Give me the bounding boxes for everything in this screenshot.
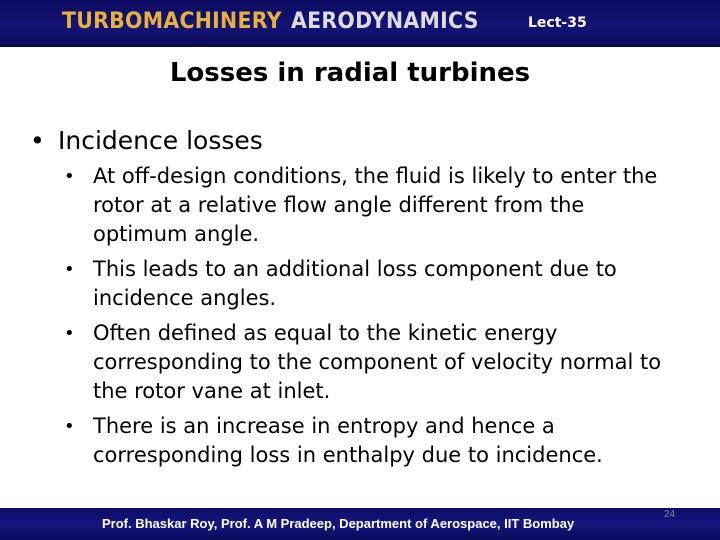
sub-bullet-item: [64, 255, 700, 313]
sub-bullet-marker: •: [64, 259, 75, 280]
footer-credits: Prof. Bhaskar Roy, Prof. A M Pradeep, Department of Aerospace, IIT Bombay: [102, 516, 575, 531]
lecture-number: Lect-35: [528, 15, 587, 31]
sub-bullet-marker: •: [64, 323, 75, 344]
sub-bullet-item: [64, 412, 700, 470]
course-brand: [62, 9, 479, 34]
bullet-item: [30, 124, 700, 158]
sub-bullet-list: [64, 162, 700, 470]
sub-bullet-text: This leads to an additional loss component due to incidence angles.: [93, 257, 617, 310]
brand-word-aerodynamics: AERODYNAMICS: [291, 9, 479, 34]
bullet-text: Incidence losses: [58, 126, 263, 155]
bullet-marker: •: [30, 126, 45, 155]
slide-title: Losses in radial turbines: [169, 58, 531, 88]
sub-bullet-marker: •: [64, 166, 75, 187]
sub-bullet-marker: •: [64, 416, 75, 437]
brand-word-turbomachinery: TURBOMACHINERY: [62, 9, 282, 34]
page-number: 24: [664, 509, 676, 520]
sub-bullet-item: [64, 162, 700, 249]
sub-bullet-text: There is an increase in entropy and hence a corresponding loss in enthalpy due to incidence.: [93, 414, 603, 467]
slide-content: [30, 124, 700, 476]
sub-bullet-text: Often defined as equal to the kinetic energy corresponding to the component of velocity normal to the rotor vane at inlet.: [93, 321, 662, 403]
sub-bullet-item: [64, 319, 700, 406]
sub-bullet-text: At off-design conditions, the fluid is likely to enter the rotor at a relative flow angle different from the optimum angle.: [93, 164, 658, 246]
